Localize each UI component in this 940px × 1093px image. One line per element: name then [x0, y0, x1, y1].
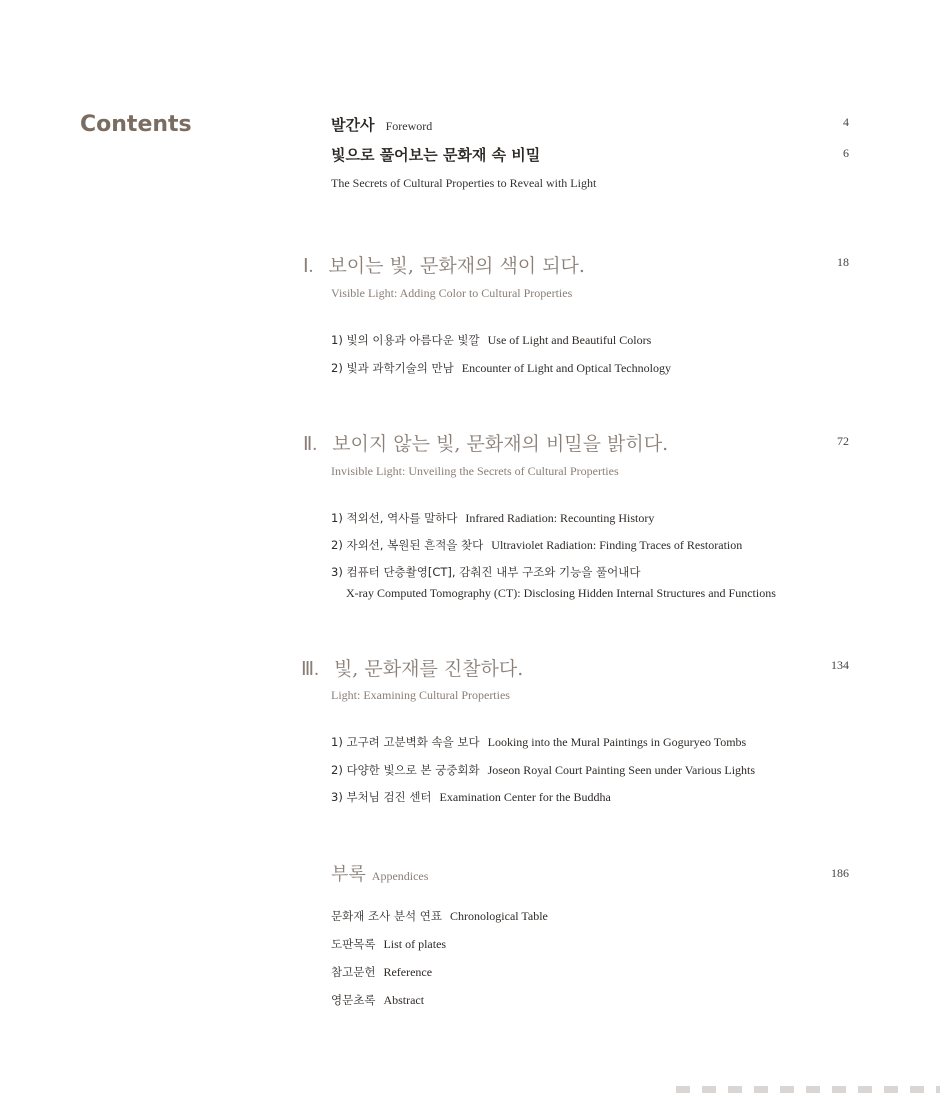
item-title-ko: 2) 빛과 과학기술의 만남 — [331, 361, 454, 375]
toc-item[interactable] — [331, 534, 742, 553]
appendix-item[interactable] — [331, 961, 432, 980]
item-title-en: Looking into the Mural Paintings in Goguryeo Tombs — [487, 735, 747, 749]
appendix-title-ko: 부록 — [331, 864, 366, 885]
item-title-en: Encounter of Light and Optical Technology — [461, 361, 671, 375]
toc-item[interactable] — [331, 731, 746, 750]
entry-title-ko: 빛으로 풀어보는 문화재 속 비밀 — [331, 146, 541, 164]
appendix-heading[interactable] — [331, 860, 428, 886]
appendix-title-en: Appendices — [371, 869, 429, 883]
page-number: 6 — [843, 146, 849, 160]
entry-subtitle-en: The Secrets of Cultural Properties to Reveal with Light — [331, 176, 597, 190]
page-number: 4 — [843, 115, 849, 129]
page-number: 18 — [837, 255, 849, 269]
item-title-en: List of plates — [383, 937, 447, 951]
item-title-ko: 3) 부처님 검진 센터 — [331, 790, 432, 804]
toc-item[interactable] — [331, 357, 671, 376]
section-title-ko: 보이지 않는 빛, 문화재의 비밀을 밝히다. — [332, 433, 669, 455]
entry-title-en: Foreword — [385, 119, 433, 133]
appendix-item[interactable] — [331, 905, 548, 924]
item-title-ko: 1) 고구려 고분벽화 속을 보다 — [331, 735, 480, 749]
item-title-en-continuation: X-ray Computed Tomography (CT): Disclosing Hidden Internal Structures and Functions — [346, 586, 776, 600]
toc-item[interactable] — [331, 507, 654, 526]
section-title-ko: 보이는 빛, 문화재의 색이 되다. — [328, 255, 585, 277]
page-number: 134 — [831, 658, 849, 672]
section-numeral: Ⅲ. — [301, 659, 319, 680]
item-title-ko: 1) 적외선, 역사를 말하다 — [331, 511, 458, 525]
section-subtitle-en: Light: Examining Cultural Properties — [331, 688, 510, 702]
item-title-ko: 2) 다양한 빛으로 본 궁중회화 — [331, 763, 480, 777]
item-title-en: Use of Light and Beautiful Colors — [487, 333, 652, 347]
item-title-en: Joseon Royal Court Painting Seen under Various Lights — [487, 763, 756, 777]
section-subtitle-en: Invisible Light: Unveiling the Secrets of Cultural Properties — [331, 464, 619, 478]
section-numeral: Ⅰ. — [303, 256, 314, 277]
item-title-ko: 영문초록 — [331, 993, 376, 1007]
item-title-en: Examination Center for the Buddha — [439, 790, 611, 804]
item-title-ko: 참고문헌 — [331, 965, 376, 979]
contents-heading: Contents — [80, 112, 192, 137]
toc-item[interactable] — [331, 786, 611, 805]
item-title-ko: 3) 컴퓨터 단층촬영[CT], 감춰진 내부 구조와 기능을 풀어내다 — [331, 565, 641, 579]
section-1-heading[interactable] — [303, 251, 585, 278]
toc-item[interactable] — [331, 329, 651, 348]
item-title-en: Infrared Radiation: Recounting History — [465, 511, 655, 525]
section-subtitle-en: Visible Light: Adding Color to Cultural Properties — [331, 286, 573, 300]
item-title-ko: 문화재 조사 분석 연표 — [331, 909, 442, 923]
item-title-en: Reference — [383, 965, 433, 979]
toc-entry-foreword[interactable] — [331, 114, 432, 135]
appendix-item[interactable] — [331, 989, 424, 1008]
section-numeral: Ⅱ. — [303, 434, 318, 455]
entry-title-ko: 발간사 — [331, 116, 375, 134]
appendix-item[interactable] — [331, 933, 446, 952]
item-title-ko: 1) 빛의 이용과 아름다운 빛깔 — [331, 333, 480, 347]
page-number: 186 — [831, 866, 849, 880]
item-title-ko: 2) 자외선, 복원된 흔적을 찾다 — [331, 538, 484, 552]
section-2-heading[interactable] — [303, 429, 668, 456]
item-title-en: Chronological Table — [449, 909, 548, 923]
bottom-edge-artifact — [676, 1086, 940, 1093]
toc-item[interactable] — [331, 561, 640, 580]
toc-item[interactable] — [331, 759, 755, 778]
item-title-en: Ultraviolet Radiation: Finding Traces of Restoration — [491, 538, 743, 552]
item-title-ko: 도판목록 — [331, 937, 376, 951]
item-title-en: Abstract — [383, 993, 425, 1007]
section-3-heading[interactable] — [301, 654, 523, 681]
page-number: 72 — [837, 434, 849, 448]
toc-entry-secrets[interactable] — [331, 144, 540, 165]
section-title-ko: 빛, 문화재를 진찰하다. — [333, 658, 524, 680]
